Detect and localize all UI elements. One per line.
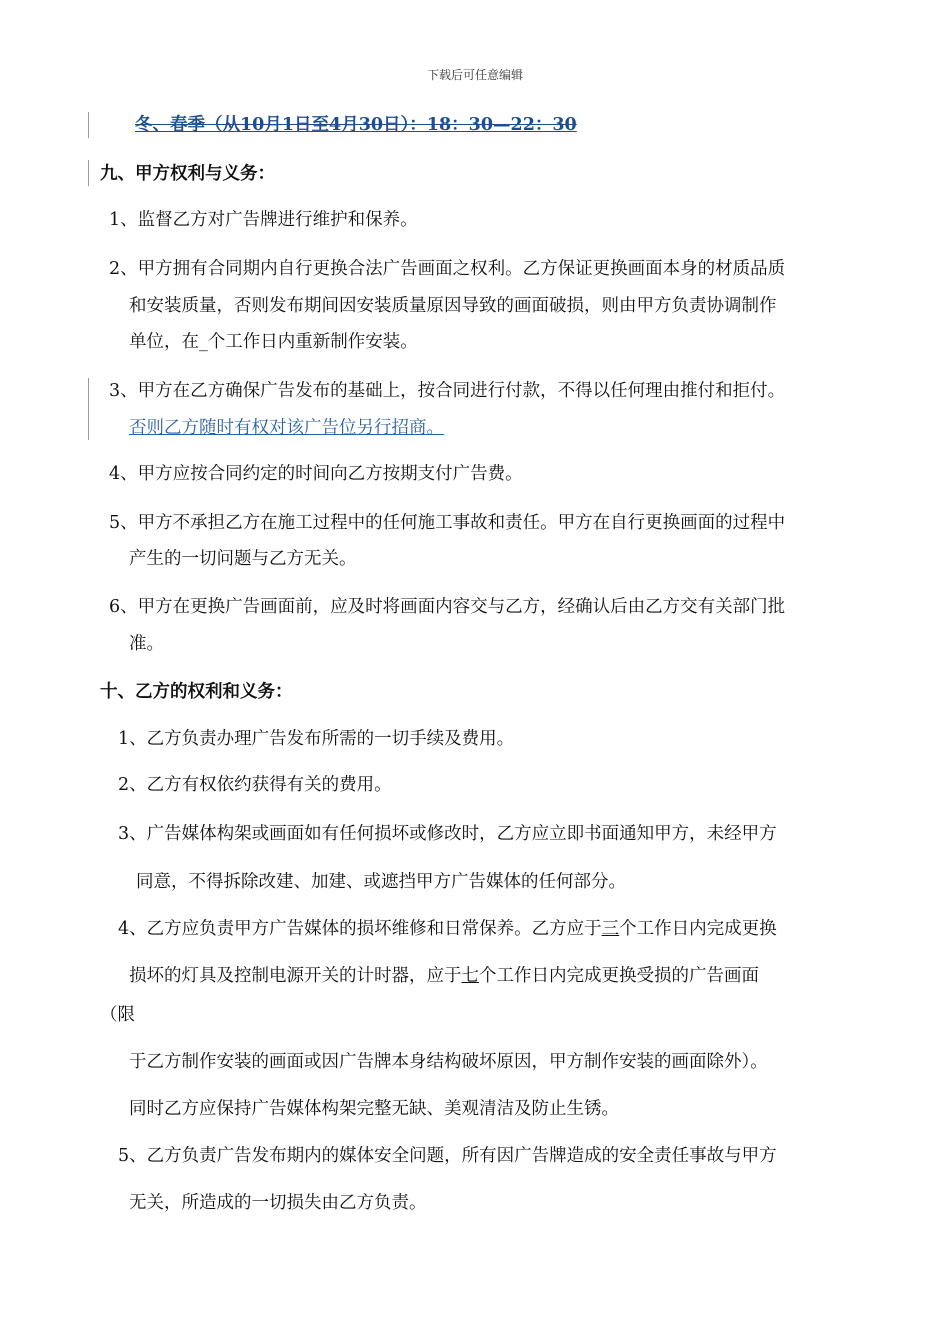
section-9-item-5-line-2: 产生的一切问题与乙方无关。 bbox=[129, 549, 357, 569]
section-10-title: 十、乙方的权利和义务： bbox=[100, 682, 293, 702]
days-seven: 七 bbox=[461, 966, 479, 986]
section-10-item-4-line-3: （限 bbox=[100, 1005, 135, 1025]
section-9-item-6-line-1: 6、甲方在更换广告画面前，应及时将画面内容交与乙方，经确认后由乙方交有关部门批 bbox=[109, 597, 786, 617]
section-10-item-3-line-1: 3、广告媒体构架或画面如有任何损坏或修改时，乙方应立即书面通知甲方，未经甲方 bbox=[118, 824, 777, 844]
change-bar bbox=[88, 378, 89, 440]
section-10-item-4-text: 4、乙方应负责甲方广告媒体的损坏维修和日常保养。乙方应于 bbox=[118, 919, 602, 939]
section-9-item-5-line-1: 5、甲方不承担乙方在施工过程中的任何施工事故和责任。甲方在自行更换画面的过程中 bbox=[109, 513, 786, 533]
section-10-item-4-text: 损坏的灯具及控制电源开关的计时器，应于 bbox=[129, 966, 462, 986]
section-10-item-5-line-1: 5、乙方负责广告发布期内的媒体安全问题，所有因广告牌造成的安全责任事故与甲方 bbox=[118, 1146, 777, 1166]
section-10-item-4-line-5: 同时乙方应保持广告媒体构架完整无缺、美观清洁及防止生锈。 bbox=[129, 1099, 619, 1119]
tracked-deleted-line: 冬、春季（从10月1日至4月30日）：18：30—22：30 bbox=[135, 115, 577, 135]
section-9-item-2-line-1: 2、甲方拥有合同期内自行更换合法广告画面之权利。乙方保证更换画面本身的材质品质 bbox=[109, 259, 786, 279]
section-10-item-3-line-2: 同意，不得拆除改建、加建、或遮挡甲方广告媒体的任何部分。 bbox=[136, 872, 626, 892]
section-9-item-2-line-3: 单位，在_个工作日内重新制作安装。 bbox=[129, 332, 418, 352]
tracked-inserted-text: 否则乙方随时有权对该广告位另行招商。 bbox=[129, 418, 444, 438]
section-10-item-4-text: 个工作日内完成更换受损的广告画面 bbox=[479, 966, 759, 986]
section-9-item-2-line-2: 和安装质量，否则发布期间因安装质量原因导致的画面破损，则由甲方负责协调制作 bbox=[129, 296, 777, 316]
section-10-item-4-line-2 bbox=[129, 964, 759, 988]
section-10-item-1: 1、乙方负责办理广告发布所需的一切手续及费用。 bbox=[118, 729, 515, 749]
section-9-item-3-line-1: 3、甲方在乙方确保广告发布的基础上，按合同进行付款，不得以任何理由推付和拒付。 bbox=[109, 381, 786, 401]
section-10-item-4-line-4: 于乙方制作安装的画面或因广告牌本身结构破坏原因，甲方制作安装的画面除外）。 bbox=[129, 1052, 768, 1072]
section-9-item-1: 1、监督乙方对广告牌进行维护和保养。 bbox=[109, 210, 418, 230]
section-10-item-4-text: 个工作日内完成更换 bbox=[619, 919, 777, 939]
days-three: 三 bbox=[601, 919, 620, 939]
section-9-title: 九、甲方权利与义务： bbox=[100, 164, 275, 184]
section-10-item-4-line-1 bbox=[118, 917, 777, 941]
section-10-item-5-line-2: 无关，所造成的一切损失由乙方负责。 bbox=[129, 1193, 427, 1213]
section-9-item-6-line-2: 准。 bbox=[129, 634, 164, 654]
header-note: 下载后可任意编辑 bbox=[426, 68, 523, 82]
section-9-item-4: 4、甲方应按合同约定的时间向乙方按期支付广告费。 bbox=[109, 464, 523, 484]
change-bar bbox=[88, 160, 89, 186]
change-bar bbox=[88, 112, 89, 138]
section-10-item-2: 2、乙方有权依约获得有关的费用。 bbox=[118, 775, 392, 795]
